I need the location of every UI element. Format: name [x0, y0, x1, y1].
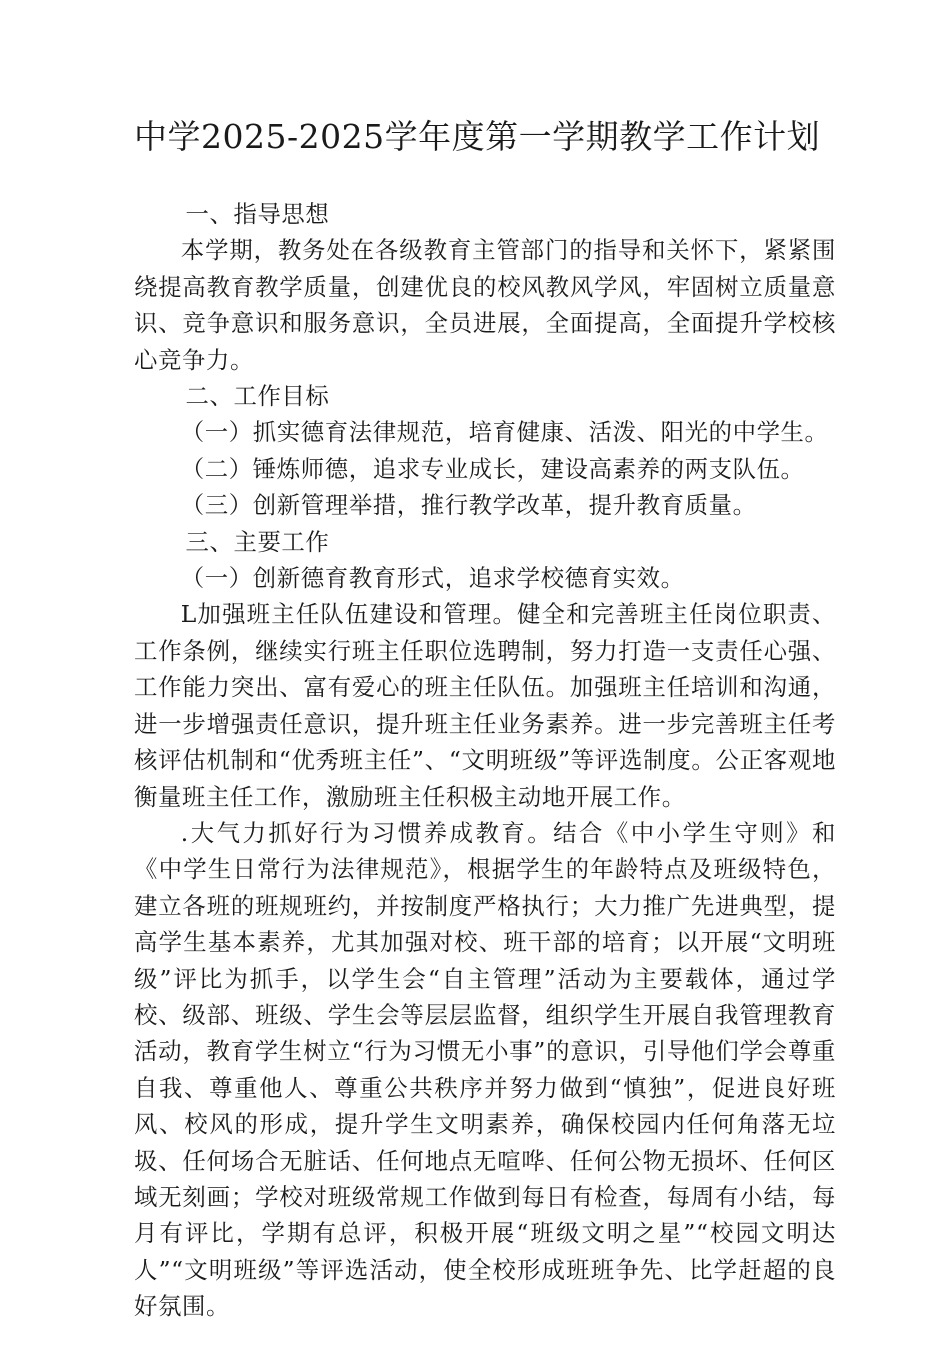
goal-item-1: （一）抓实德育法律规范，培育健康、活泼、阳光的中学生。: [180, 418, 829, 447]
paragraph-guiding-ideology: 本学期，教务处在各级教育主管部门的指导和关怀下，紧紧围绕提高教育教学质量，创建优良的校风教风学风，牢固树立质量意识、竞争意识和服务意识，全员进展，全面提高，全面提升学校核心竞争力。: [134, 236, 836, 374]
goal-item-3: （三）创新管理举措，推行教学改革，提升教育质量。: [180, 491, 757, 520]
paragraph-class-teacher-team: L加强班主任队伍建设和管理。健全和完善班主任岗位职责、工作条例，继续实行班主任职位选聘制，努力打造一支责任心强、工作能力突出、富有爱心的班主任队伍。加强班主任培训和沟通，进一步增强责任意识，提升班主任业务素养。进一步完善班主任考核评估机制和“优秀班主任”、“文明班级”等评选制度。公正客观地衡量班主任工作，激励班主任积极主动地开展工作。: [134, 600, 836, 811]
section-heading-main-work: 三、主要工作: [185, 527, 330, 556]
section-heading-guiding-ideology: 一、指导思想: [185, 200, 330, 228]
main-work-item-1: （一）创新德育教育形式，追求学校德育实效。: [180, 564, 685, 593]
section-heading-work-goals: 二、工作目标: [185, 382, 330, 411]
goal-item-2: （二）锤炼师德，追求专业成长，建设高素养的两支队伍。: [180, 454, 805, 483]
document-title: 中学2025-2025学年度第一学期教学工作计划: [134, 117, 821, 156]
document-body: [134, 196, 836, 1325]
paragraph-habit-education: .大气力抓好行为习惯养成教育。结合《中小学生守则》和《中学生日常行为法律规范》，根据学生的年龄特点及班级特色，建立各班的班规班约，并按制度严格执行；大力推广先进典型，提高学生基本素养，尤其加强对校、班干部的培育；以开展“文明班级”评比为抓手，以学生会“自主管理”活动为主要载体，通过学校、级部、班级、学生会等层层监督，组织学生开展自我管理教育活动，教育学生树立“行为习惯无小事”的意识，引导他们学会尊重自我、尊重他人、尊重公共秩序并努力做到“慎独”，促进良好班风、校风的形成，提升学生文明素养，确保校园内任何角落无垃圾、任何场合无脏话、任何地点无喧哗、任何公物无损坏、任何区域无刻画；学校对班级常规工作做到每日有检查，每周有小结，每月有评比，学期有总评，积极开展“班级文明之星”“校园文明达人”“文明班级”等评选活动，使全校形成班班争先、比学赶超的良好氛围。: [134, 818, 836, 1321]
